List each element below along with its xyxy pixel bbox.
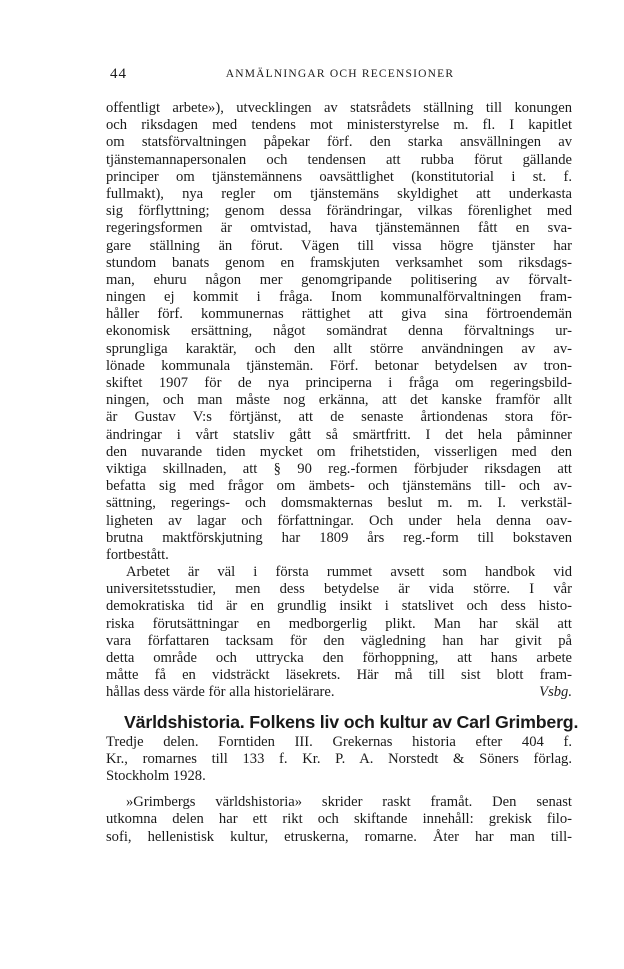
text-line: offentligt arbete»), utvecklingen av statsrådets ställning till konungen (106, 100, 572, 116)
text-line: »Grimbergs världshistoria» skrider raskt framåt. Den senast (126, 794, 572, 811)
text-line: stundom banats genom en framskjuten verksamhet som riksdags- (106, 254, 572, 271)
text-line: är Gustav V:s förtjänst, att de senaste årtiondenas stora för- (106, 409, 572, 426)
text-line: fortbestått. (106, 546, 169, 563)
text-line: måtte få en vidsträckt läsekrets. Här må till sist blott fram- (106, 667, 572, 684)
text-line: riska förutsättningar en medborgerlig plikt. Man har skäl att (106, 615, 572, 632)
text-line: man, ehuru någon mer genomgripande politisering av förvalt- (106, 271, 572, 288)
text-line: universitetsstudier, men dess betydelse är vida större. I vår (106, 581, 572, 598)
text-line: sig förflyttning; genom dessa förändringar, vilkas förenlighet med (106, 203, 572, 220)
text-line: och riksdagen med tendens mot ministerstyrelse m. fl. I kapitlet (106, 117, 572, 134)
text-line: sprungliga karaktär, och den allt större användningen av av- (106, 340, 572, 357)
text-line: sättning, regerings- och domsmakternas beslut m. m. I. verkstäl- (106, 495, 572, 512)
review-title: Världshistoria. Folkens liv och kultur av Carl Grimberg. (124, 711, 579, 732)
text-line: principer om tjänstemännens oavsättlighet (konstitutorial i st. f. (106, 168, 572, 185)
page-number: 44 (110, 66, 127, 82)
text-line: sofi, hellenistisk kultur, etruskerna, romarne. Åter har man till- (106, 828, 572, 845)
text-line: vara författaren tacksam för den vägledning han har givit på (106, 632, 572, 649)
text-line: lönade kommunala tjänstemän. Förf. betonar betydelsen av tron- (106, 357, 572, 374)
text-line: detta område och uttrycka den förhoppning, att hans arbete (106, 650, 572, 666)
reviewer-signature: Vsbg. (539, 684, 572, 701)
text-line: regeringsformen är omtvistad, hava tjänstemännen fått en sva- (106, 220, 572, 237)
text-line: ekonomisk ersättning, något somändrat denna förvaltnings ur- (106, 323, 572, 340)
review-details-line: Tredje delen. Forntiden III. Grekernas historia efter 404 f. (106, 733, 572, 750)
running-head: ANMÄLNINGAR OCH RECENSIONER (225, 68, 455, 80)
text-line: befatta sig med frågor om ämbets- och tjänstemäns till- och av- (106, 478, 572, 495)
page-header (110, 66, 570, 86)
body-text (106, 100, 579, 846)
text-line: utkomna delen har ett rikt och skiftande innehåll: grekisk filo- (106, 811, 572, 828)
review-entry (106, 711, 579, 846)
paragraph-2 (106, 564, 572, 702)
text-line: viktiga skillnaden, att § 90 reg.-formen förbjuder riksdagen att (106, 460, 572, 477)
review-details-line: Stockholm 1928. (106, 767, 206, 784)
spacer (106, 702, 572, 711)
spacer (106, 785, 572, 794)
text-line: Arbetet är väl i första rummet avsett som handbok vid (126, 564, 572, 581)
paragraph-1 (106, 100, 572, 564)
text-line: den nuvarande tiden mycket om frihetstiden, visserligen med den (106, 443, 572, 460)
text-line: håller förf. kommunernas rättighet att giva sina förtroendemän (106, 306, 572, 323)
text-line: ningen ej kommit i fråga. Inom kommunalförvaltningen fram- (106, 289, 572, 306)
text-line: brutna maktförskjutning har 1809 års reg.-form till bokstaven (106, 529, 572, 546)
text-line: ligheten av lagar och författningar. Och under hela denna oav- (106, 512, 572, 529)
text-line: gare ställning än förut. Vägen till vissa högre tjänster har (106, 237, 572, 254)
text-line: demokratiska tid är en grundlig insikt i statslivet och dess histo- (106, 598, 572, 615)
text-line: ningen, och man måste nog erkänna, att det kanske framför allt (106, 392, 572, 409)
text-line: hållas dess värde för alla historielärare. (106, 684, 335, 701)
text-line: fullmakt), nya regler om tjänstemäns skyldighet att underkasta (106, 185, 572, 202)
review-details-line: Kr., romarnes till 133 f. Kr. P. A. Norstedt & Söners förlag. (106, 750, 572, 767)
text-line: om statsförvaltningen påpekar förf. den starka ansvällningen av (106, 134, 572, 151)
text-line-with-signature (106, 684, 572, 701)
text-line: skiftet 1907 för de nya principerna i fråga om regeringsbild- (106, 375, 572, 391)
text-line: tjänstemannapersonalen och tendensen att rubba förut gällande (106, 151, 572, 168)
text-line: ändringar i vårt statsliv gått så smärtfritt. I det hela påminner (106, 426, 572, 443)
